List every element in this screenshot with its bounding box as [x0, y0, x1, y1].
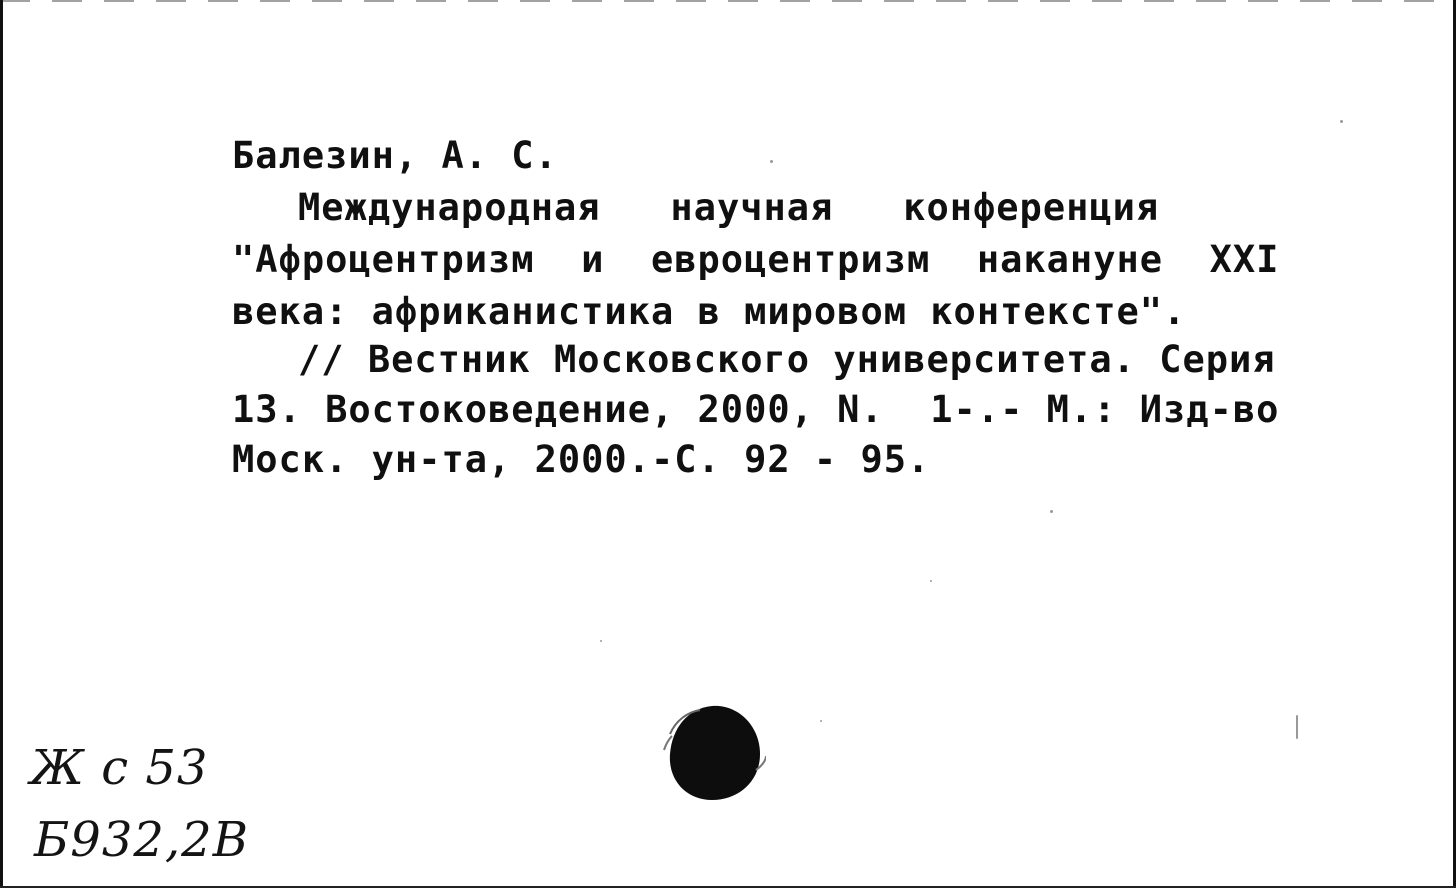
card-left-edge: [0, 0, 3, 888]
paper-speck: [770, 160, 773, 163]
entry-line: века: африканистика в мировом контексте".: [232, 290, 1187, 333]
paper-mark: [1296, 715, 1298, 739]
card-top-edge: [0, 0, 1456, 2]
paper-speck: [930, 580, 932, 582]
paper-speck: [1340, 120, 1343, 123]
paper-speck: [820, 720, 822, 722]
paper-speck: [600, 640, 602, 642]
shelfmark-line: Б932,2В: [34, 812, 249, 868]
entry-line: 13. Востоковедение, 2000, N. 1-.- М.: Изд-во: [232, 388, 1280, 431]
author-heading: Балезин, А. С.: [232, 134, 558, 177]
entry-line: Моск. ун-та, 2000.-С. 92 - 95.: [232, 438, 931, 481]
entry-line: // Вестник Московского университета. Серия: [298, 338, 1276, 381]
punch-hole-icon: [662, 700, 766, 804]
entry-line: Международная научная конференция: [298, 186, 1160, 229]
shelfmark-line: Ж с 53: [30, 740, 209, 796]
paper-speck: [1050, 510, 1053, 513]
entry-line: "Афроцентризм и евроцентризм накануне XXI: [232, 238, 1280, 281]
